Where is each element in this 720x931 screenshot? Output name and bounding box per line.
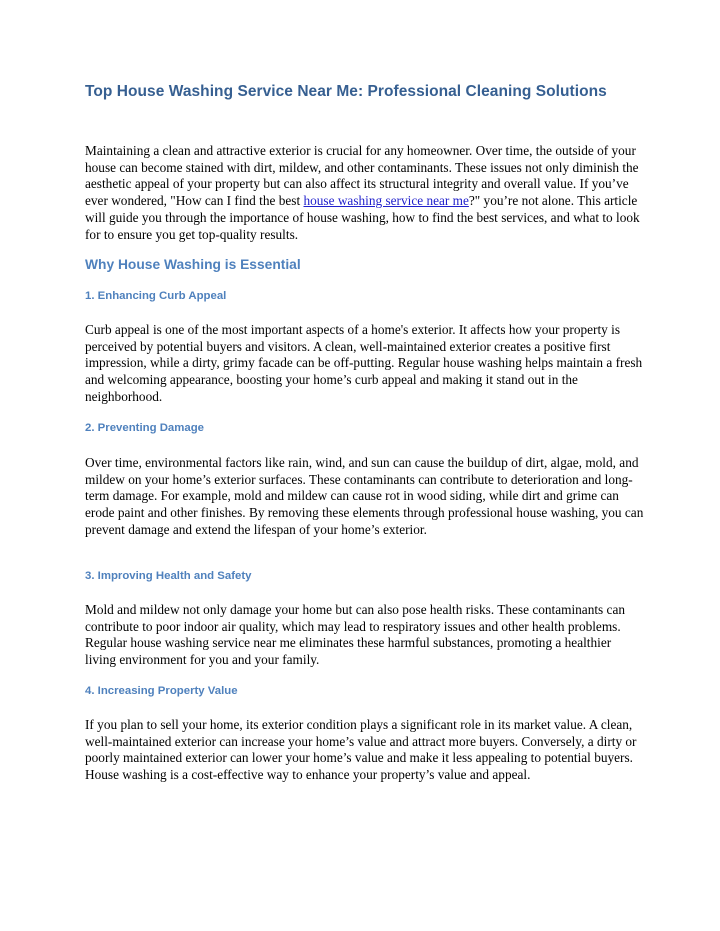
subsection-heading-health-safety: 3. Improving Health and Safety — [85, 570, 252, 582]
subsection-heading-property-value: 4. Increasing Property Value — [85, 685, 238, 697]
house-washing-link[interactable]: house washing service near me — [303, 193, 469, 209]
subsection-body-health-safety: Mold and mildew not only damage your home but can also pose health risks. These contaminants can contribute to poor indoor air quality, which may lead to respiratory issues and other health problems. Regular house washing service near me eliminates these harmful substances, promoting a healthier living environment for you and your family. — [85, 602, 626, 668]
section-heading: Why House Washing is Essential — [85, 257, 301, 272]
subsection-heading-curb-appeal: 1. Enhancing Curb Appeal — [85, 290, 227, 302]
intro-text-before-link: Maintaining a clean and attractive exterior is crucial for any homeowner. Over time, the outside of your house can become stained with dirt, mildew, and other contaminants. These issues not only diminish the aesthetic appeal of your property but can also affect its structural integrity and overall value. If you’ve ever wondered, "How can I find the best — [85, 143, 639, 209]
intro-text-after-link: ?" you’re not alone. This article will guide you through the importance of house washing, how to find the best services, and what to look for to ensure you get top-quality results. — [85, 193, 640, 242]
intro-paragraph — [85, 143, 645, 243]
subsection-heading-preventing-damage: 2. Preventing Damage — [85, 422, 205, 434]
subsection-body-preventing-damage: Over time, environmental factors like rain, wind, and sun can cause the buildup of dirt, algae, mold, and mildew on your home’s exterior surfaces. These contaminants can contribute to deterioration and long-term damage. For example, mold and mildew can cause rot in wood siding, while dirt and grime can erode paint and other finishes. By removing these elements through professional house washing, you can prevent damage and extend the lifespan of your home’s exterior. — [85, 455, 644, 537]
page-title: Top House Washing Service Near Me: Professional Cleaning Solutions — [85, 83, 607, 100]
subsection-body-curb-appeal: Curb appeal is one of the most important aspects of a home's exterior. It affects how your property is perceived by potential buyers and visitors. A clean, well-maintained exterior creates a positive first impression, while a dirty, grimy facade can be off-putting. Regular house washing helps maintain a fresh and welcoming appearance, boosting your home’s curb appeal and making it stand out in the neighborhood. — [85, 322, 643, 404]
subsection-body-property-value: If you plan to sell your home, its exterior condition plays a significant role in its market value. A clean, well-maintained exterior can increase your home’s value and attract more buyers. Conversely, a dirty or poorly maintained exterior can lower your home’s value and make it less appealing to potential buyers. House washing is a cost-effective way to enhance your property’s value and appeal. — [85, 717, 637, 783]
